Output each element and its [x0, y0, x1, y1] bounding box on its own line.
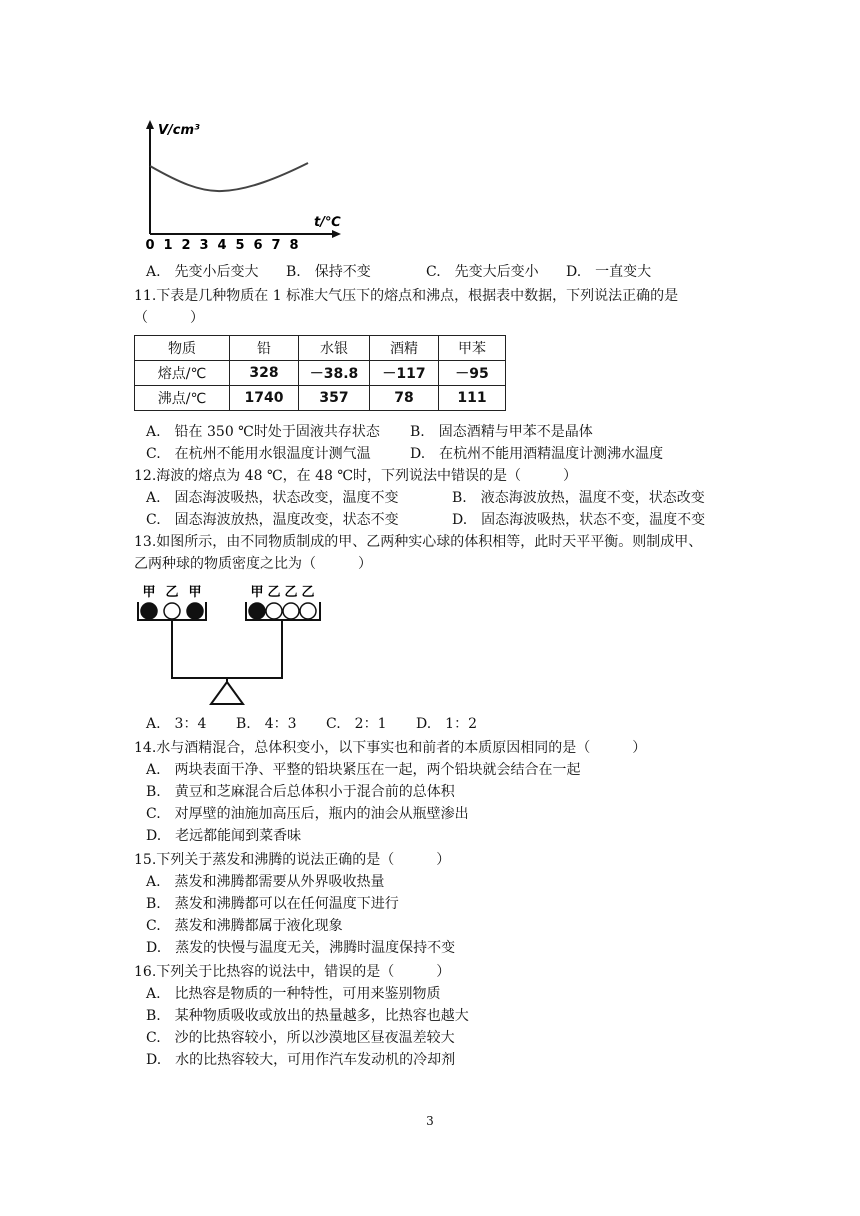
q14-option-d: D. 老远都能闻到菜香味 [146, 828, 302, 844]
melting-boiling-table [134, 335, 506, 411]
q14-stem: 14.水与酒精混合，总体积变小，以下事实也和前者的本质原因相同的是（ ） [134, 740, 647, 756]
x-axis-arrow [332, 230, 341, 238]
table-cell: 78 [370, 386, 439, 411]
q12-option-c: C. 固态海波放热，温度改变，状态不变 [146, 512, 399, 528]
q15-stem: 15.下列关于蒸发和沸腾的说法正确的是（ ） [134, 852, 451, 868]
q13-options [146, 714, 506, 734]
table-cell: 甲苯 [439, 336, 506, 361]
q13-option-c: C. 2：1 [326, 716, 387, 732]
q10-option-a: A. 先变小后变大 [146, 264, 259, 280]
x-tick-label: 1 [163, 238, 173, 252]
q11-option-c: C. 在杭州不能用水银温度计测气温 [146, 446, 371, 462]
ball-yi [266, 603, 282, 619]
q12-stem: 12.海波的熔点为 48 ℃，在 48 ℃时，下列说法中错误的是（ ） [134, 468, 578, 484]
q15-option-b: B. 蒸发和沸腾都可以在任何温度下进行 [146, 896, 399, 912]
q13-option-b: B. 4：3 [236, 716, 297, 732]
ball-yi [164, 603, 180, 619]
table-cell: 沸点/℃ [135, 386, 230, 411]
q15-option-c: C. 蒸发和沸腾都属于液化现象 [146, 918, 343, 934]
table-row [135, 386, 506, 411]
balance-beam [172, 620, 282, 678]
table-cell: 铅 [230, 336, 299, 361]
q10-option-b: B. 保持不变 [286, 264, 371, 280]
q13-stem-line1: 13.如图所示，由不同物质制成的甲、乙两种实心球的体积相等，此时天平平衡。则制成甲、 [134, 534, 703, 550]
x-tick-label: 5 [235, 238, 245, 252]
x-tick-label: 8 [289, 238, 299, 252]
ball-label: 乙 [301, 585, 315, 600]
x-tick-label: 4 [217, 238, 227, 252]
q16-stem: 16.下列关于比热容的说法中，错误的是（ ） [134, 964, 451, 980]
ball-yi [283, 603, 299, 619]
q13-option-d: D. 1：2 [416, 716, 477, 732]
table-header-row [135, 336, 506, 361]
q15-option-a: A. 蒸发和沸腾都需要从外界吸收热量 [146, 874, 385, 890]
table-cell: －95 [439, 361, 506, 386]
table-cell: －38.8 [299, 361, 370, 386]
ball-label: 甲 [142, 585, 156, 600]
x-tick-label: 0 [145, 238, 155, 252]
q13-option-a: A. 3：4 [146, 716, 207, 732]
x-tick-label: 2 [181, 238, 191, 252]
q10-option-d: D. 一直变大 [566, 264, 652, 280]
table-cell: 1740 [230, 386, 299, 411]
q12-option-d: D. 固态海波吸热，状态不变，温度不变 [452, 512, 706, 528]
q12-option-a: A. 固态海波吸热，状态改变，温度不变 [146, 490, 399, 506]
q12-options-row2 [146, 510, 705, 530]
q15-option-d: D. 蒸发的快慢与温度无关，沸腾时温度保持不变 [146, 940, 456, 956]
ball-label: 甲 [188, 585, 202, 600]
ball-label: 乙 [284, 585, 298, 600]
x-axis-label: t/℃ [314, 215, 341, 230]
x-tick-label: 7 [271, 238, 281, 252]
q11-option-a: A. 铅在 350 ℃时处于固液共存状态 [146, 424, 380, 440]
y-axis-arrow [146, 120, 154, 129]
ball-label: 乙 [165, 585, 179, 600]
ball-label: 乙 [267, 585, 281, 600]
ball-label: 甲 [250, 585, 264, 600]
ball-jia [141, 603, 157, 619]
q11-options-row2 [146, 444, 663, 464]
x-tick-label: 6 [253, 238, 263, 252]
table-cell: 328 [230, 361, 299, 386]
q11-option-b: B. 固态酒精与甲苯不是晶体 [410, 424, 593, 440]
volume-temperature-graph [138, 116, 348, 252]
q11-stem-line1: 11.下表是几种物质在 1 标准大气压下的熔点和沸点，根据表中数据，下列说法正确的是 [134, 288, 679, 304]
table-cell: 357 [299, 386, 370, 411]
q12-option-b: B. 液态海波放热，温度不变，状态改变 [452, 490, 705, 506]
table-row [135, 361, 506, 386]
q16-option-d: D. 水的比热容较大，可用作汽车发动机的冷却剂 [146, 1052, 456, 1068]
table-cell: －117 [370, 361, 439, 386]
y-axis-label: V/cm³ [158, 123, 200, 138]
table-cell: 水银 [299, 336, 370, 361]
table-cell: 酒精 [370, 336, 439, 361]
q12-options-row1 [146, 488, 705, 508]
x-tick-labels [145, 238, 298, 252]
q10-option-c: C. 先变大后变小 [426, 264, 539, 280]
q14-option-a: A. 两块表面干净、平整的铅块紧压在一起，两个铅块就会结合在一起 [146, 762, 581, 778]
table-cell: 熔点/℃ [135, 361, 230, 386]
x-tick-label: 3 [199, 238, 209, 252]
q11-option-d: D. 在杭州不能用酒精温度计测沸水温度 [410, 446, 664, 462]
q16-option-a: A. 比热容是物质的一种特性，可用来鉴别物质 [146, 986, 441, 1002]
ball-yi [300, 603, 316, 619]
q16-option-b: B. 某种物质吸收或放出的热量越多，比热容也越大 [146, 1008, 469, 1024]
q11-stem-line2: （ ） [134, 310, 204, 326]
q14-option-c: C. 对厚壁的油施加高压后，瓶内的油会从瓶壁渗出 [146, 806, 469, 822]
fulcrum [211, 682, 243, 704]
q10-options [146, 262, 686, 282]
balance-figure [134, 582, 334, 710]
q16-option-c: C. 沙的比热容较小，所以沙漠地区昼夜温差较大 [146, 1030, 455, 1046]
q11-options-row1 [146, 422, 593, 442]
page-number: 3 [426, 1114, 434, 1128]
table-cell: 111 [439, 386, 506, 411]
volume-curve [150, 163, 308, 191]
ball-jia [249, 603, 265, 619]
table-cell: 物质 [135, 336, 230, 361]
ball-jia [187, 603, 203, 619]
q13-stem-line2: 乙两种球的物质密度之比为（ ） [134, 556, 372, 572]
q14-option-b: B. 黄豆和芝麻混合后总体积小于混合前的总体积 [146, 784, 455, 800]
